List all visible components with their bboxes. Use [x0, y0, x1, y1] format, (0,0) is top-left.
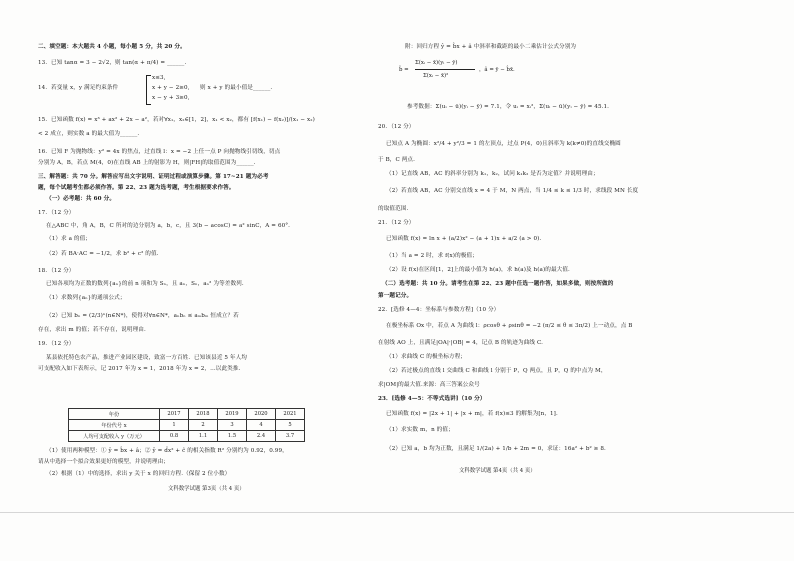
table-row	[69, 431, 305, 442]
question-21-part2: （2）设 f(x)在区间[1，2]上的最小值为 h(a)，求 h(a)及 h(a)的最大值.	[386, 267, 570, 273]
question-23-part1: （1）求实数 m，n 的值；	[386, 427, 454, 433]
question-21-stem: 已知函数 f(x) = ln x + (a/2)x² − (a + 1)x + a/2 (a > 0).	[386, 236, 542, 242]
optional-title-cont: 第一题记分。	[378, 293, 413, 299]
question-22-part2: （2）若过极点的直线 l 交曲线 C 和曲线 l 分别于 P，Q 两点，且 P，Q 的中点为 M，	[386, 368, 607, 374]
question-13: 13．已知 tanα = 3 − 2√2，则 tan(α + π/4) = ______.	[38, 60, 187, 66]
question-20-stem: 已知点 A 为椭圆：x²/4 + y²/3 = 1 的左顶点，过点 P(4，0)且斜率为 k(k≠0)的直线交椭圆	[386, 141, 621, 147]
question-15-line2: < 2 成立，则实数 a 的最大值为______.	[38, 131, 140, 137]
question-20-header: 20．（12 分）	[378, 124, 415, 130]
reference-data: 参考数据：Σ(uᵢ − ū)(yᵢ − ȳ) = 7.1，令 uᵢ = xᵢ²，Σ(uᵢ − ū)(yᵢ − ȳ) = 45.1.	[407, 104, 610, 110]
question-20-part1: （1）记直线 AB，AC 的斜率分别为 k₁，k₂，试问 k₁k₂ 是否为定值？并说明理由；	[386, 171, 599, 177]
table-cell: 2019	[218, 409, 247, 420]
question-23-header: 23．[选修 4—5：不等式选讲]（10 分）	[378, 396, 486, 402]
table-cell: 1.1	[189, 431, 218, 442]
question-19-part1-line1: （1）使用两种模型：① ŷ = b̂x + â；② ŷ = d̂x² + ĉ 的相关指数 R² 分别约为 0.92，0.99，	[46, 448, 288, 454]
table-cell: 4	[247, 420, 276, 431]
question-20-part2-cont: 的取值范围.	[378, 206, 409, 212]
constraint-brace	[146, 75, 151, 105]
table-cell: 3.7	[276, 431, 305, 442]
right-page-footer: 文科数学试题 第4页（共 4 页）	[459, 468, 536, 474]
question-20-part2: （2）若直线 AB，AC 分别交直线 x = 4 于 M，N 两点，当 1/4 ≤ k ≤ 1/3 时，求线段 MN 长度	[386, 188, 639, 194]
section3-title-line2: 题，每个试题考生都必须作答。第 22、23 题为选考题，考生根据要求作答。	[38, 185, 235, 191]
question-22-stem-cont: 在射线 AO 上，且满足|OA|·|OB| = 4，记点 B 的轨迹为曲线 C.	[378, 340, 544, 346]
question-14-suffix: 则 x + y 的最小值是______.	[200, 85, 273, 91]
question-17-part1: （1）求 a 的值；	[46, 236, 92, 242]
question-16-line1: 16．已知 F 为抛物线：y² = 4x 的焦点，过直线 l：x = −2 上任一点 P 向抛物线引切线，切点	[38, 149, 281, 155]
table-cell: 1	[160, 420, 189, 431]
question-21-header: 21．（12 分）	[378, 220, 415, 226]
regression-note: 附：回归方程 ŷ = b̂x + â 中斜率和截距的最小二乘估计公式分别为	[405, 44, 577, 50]
question-18-header: 18．（12 分）	[38, 268, 75, 274]
question-19-part1-line2: 请从中选择一个拟合效果更好的模型，并说明理由；	[38, 459, 169, 465]
question-17-part2: （2）若 BA·AC = −1/2，求 b² + c² 的值.	[46, 251, 159, 257]
question-18-stem: 已知各项均为正数的数列{aₙ}的前 n 项和为 Sₙ，且 aₙ，Sₙ，aₙ² 为等差数列.	[46, 281, 244, 287]
question-19-part2: （2）根据（1）中的选择，求出 y 关于 x 的回归方程.（保留 2 位小数）	[46, 471, 231, 477]
table-cell: 2020	[247, 409, 276, 420]
table-cell: 2	[189, 420, 218, 431]
b-hat-denominator: Σ(xᵢ − x̄)²	[423, 73, 449, 79]
question-19-header: 19．（12 分）	[38, 341, 75, 347]
optional-title: （二）选考题：共 10 分。请考生在第 22、23 题中任选一题作答，如果多做，则按所做的	[382, 281, 614, 287]
sheet-bottom-edge	[0, 512, 794, 513]
question-23-part2: （2）已知 a，b 均为正数，且满足 1/(2a) + 1/b + 2m = 0，求证：16a² + b² ≥ 8.	[386, 446, 606, 452]
income-table	[68, 408, 305, 442]
b-hat-label: b̂ =	[399, 67, 409, 73]
question-21-part1: （1）当 a = 2 时，求 f(x)的极值；	[386, 253, 478, 259]
question-23-stem: 已知函数 f(x) = |2x + 1| + |x + m|，若 f(x)≤3 的解集为[n，1].	[386, 411, 558, 417]
question-22-part1: （1）求曲线 C 的极坐标方程；	[386, 354, 467, 360]
required-title: （一）必考题：共 60 分。	[46, 196, 116, 202]
question-17-stem: 在△ABC 中，角 A，B，C 所对的边分别为 a，b，c，且 3(b − acosC) = a² sinC，A = 60°.	[46, 223, 291, 229]
question-18-part1: （1）求数列{aₙ}的通项公式；	[46, 295, 126, 301]
section2-title: 二、填空题：本大题共 4 小题，每小题 5 分，共 20 分。	[38, 44, 186, 50]
table-cell: 2.4	[247, 431, 276, 442]
left-page-footer: 文科数学试题 第3页（共 4 页）	[168, 486, 245, 492]
constraint-3: x − y + 3≥0,	[152, 95, 190, 101]
b-hat-numerator: Σ(xᵢ − x̄)(yᵢ − ȳ)	[415, 60, 458, 66]
question-14-prefix: 14．若变量 x，y 满足约束条件	[38, 85, 119, 91]
table-cell: 1.5	[218, 431, 247, 442]
table-cell: 5	[276, 420, 305, 431]
question-19-intro1: 某县依托特色农产品，推进产业园区建设，致富一方百姓．已知该县近 5 年人均	[46, 355, 248, 361]
table-row	[69, 409, 305, 420]
question-20-stem-cont: 于 B，C 两点.	[378, 157, 415, 163]
question-18-part2: （2）已知 bₙ = (2/3)ⁿ(n∈N*)，使得对∀n∈N*，aₙbₙ ≤ aₘbₘ 恒成立？若	[46, 313, 239, 319]
table-cell: 年份	[69, 409, 160, 420]
question-15-line1: 15．已知函数 f(x) = x³ + ax² + 2x − a²，若对∀x₁，x₂∈[1，2]，x₁ < x₂，都有 [f(x₁) − f(x₂)]/(x₁ − x₂)	[38, 117, 315, 123]
table-cell: 2018	[189, 409, 218, 420]
right-page	[378, 0, 794, 561]
question-22-stem: 在极坐标系 Ox 中，若点 A 为曲线 l：ρcosθ + ρsinθ = −2 (π/2 ≤ θ ≤ 3π/2) 上一动点，点 B	[386, 323, 633, 329]
constraint-2: x + y − 2≥0,	[152, 85, 190, 91]
table-cell: 3	[218, 420, 247, 431]
table-cell: 年份代号 x	[69, 420, 160, 431]
table-cell: 2017	[160, 409, 189, 420]
question-18-part2-cont: 存在，求出 m 的值；若不存在，说明理由.	[38, 327, 146, 333]
question-16-line2: 分别为 A，B，若点 M(4，0)在直线 AB 上的射影为 H，则|FH|的取值范围为______.	[38, 160, 256, 166]
table-cell: 0.8	[160, 431, 189, 442]
table-cell: 2021	[276, 409, 305, 420]
question-17-header: 17．（12 分）	[38, 210, 75, 216]
table-cell: 人均可支配收入 y（万元）	[69, 431, 160, 442]
a-hat-formula: ，â = ȳ − b̂x̄.	[479, 67, 515, 73]
question-22-header: 22．[选修 4—4：坐标系与参数方程]（10 分）	[378, 307, 500, 313]
fraction-bar	[415, 69, 475, 70]
constraint-1: x≤3,	[152, 75, 166, 81]
question-19-intro2: 可支配收入如下表所示，记 2017 年为 x = 1，2018 年为 x = 2，…以此类推.	[38, 366, 241, 372]
table-row	[69, 420, 305, 431]
section3-title-line1: 三、解答题：共 70 分。解答应写出文字说明、证明过程或演算步骤。第 17~21 题为必考	[38, 174, 269, 180]
question-22-part2-cont: 求|OM|的最大值.来源：高三答案公众号	[378, 382, 480, 388]
